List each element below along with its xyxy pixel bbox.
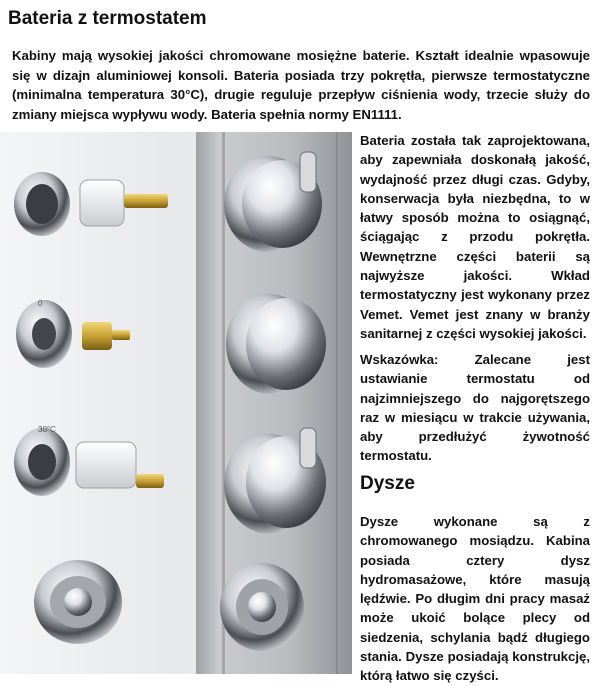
- column-paragraph-3: Dysze wykonane są z chromowanego mosiądzu. Kabina posiada cztery dysz hydromasażowe, które masują lędźwie. Po długim dni pracy masaż może ukoić bolące plecy od siedzenia, schylania bądź długiego stania. Dysze posiadają konstrukcję, którą łatwo się czyści.: [360, 514, 590, 684]
- page-title: Bateria z termostatem: [8, 8, 207, 29]
- product-photo: [0, 132, 352, 674]
- massage-jet-right: [220, 563, 304, 651]
- massage-jet-left: [34, 560, 122, 644]
- flow-knob: [226, 294, 326, 394]
- dial-mark-temp: 30°C: [38, 425, 56, 434]
- column-paragraph-2: Wskazówka: Zalecane jest ustawianie termostatu od najzimniejszego do najgorętszego raz w miesiącu w trakcie używania, aby przedłużyć żywotność termostatu.: [360, 352, 590, 464]
- dial-mark-zero: 0: [38, 299, 43, 308]
- section-heading-nozzles: Dysze: [360, 473, 415, 494]
- column-paragraph-1: Bateria została tak zaprojektowana, aby zapewniała doskonałą jakość, wydajność przez długi czas. Gdyby, konserwacja była niezbędna, to w łatwy sposób można to osiągnąć, ściągając z przodu pokrętła. Wewnętrzne części baterii są najwyższe jakości. Wkład termostatyczny jest wykonany przez Vemet. Vemet jest znany w branży sanitarnej z części wysokiej jakości.: [360, 133, 590, 341]
- intro-paragraph: Kabiny mają wysokiej jakości chromowane mosiężne baterie. Kształt idealnie wpasowuje się w dizajn aluminiowej konsoli. Bateria posiada trzy pokrętła, pierwsze termostatyczne (minimalna temperatura 30°C), drugie reguluje przepływ ciśnienia wody, trzecie służy do zmiany miejsca wypływu wody. Bateria spełnia normy EN1111.: [12, 48, 590, 122]
